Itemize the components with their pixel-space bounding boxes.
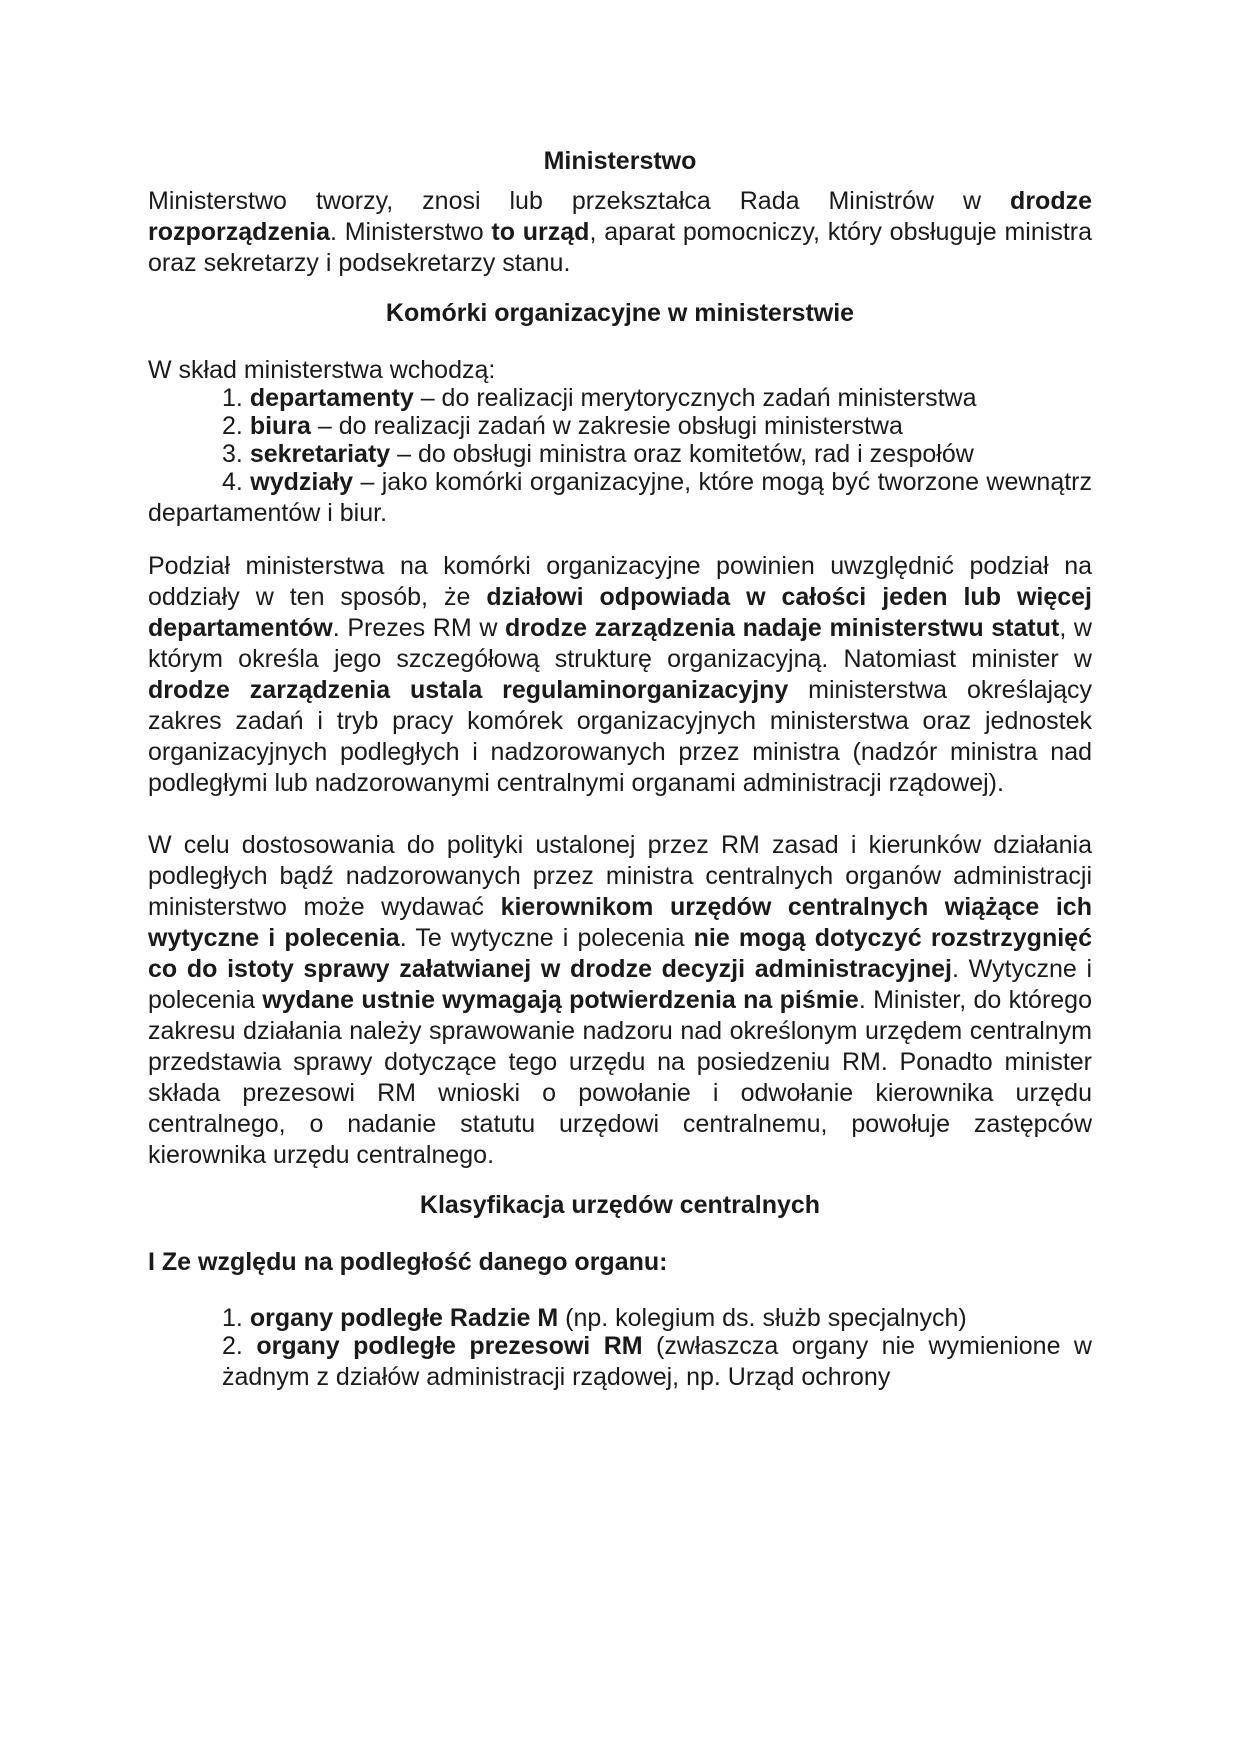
list-item (222, 411, 1092, 442)
bold-run: wydane ustnie wymagają potwierdzenia na piśmie (262, 986, 859, 1014)
list-item (148, 467, 1092, 529)
list-item-term: departamenty (249, 384, 414, 412)
bold-run: kierownikom urzędów centralnych wiążące ich wytyczne i polecenia (148, 893, 1092, 952)
list-item-number: 1. (222, 384, 243, 412)
text-run: , w którym określa jego szczegółową strukturę organizacyjną. Natomiast minister w (148, 614, 1092, 673)
text-run: . Prezes RM w (332, 614, 506, 642)
list-lead: W skład ministerstwa wchodzą: (148, 356, 496, 384)
list-item-desc: – do obsługi ministra oraz komitetów, rad i zespołów (390, 440, 974, 468)
list-item-number: 3. (222, 440, 243, 468)
list-item-number: 2. (222, 412, 243, 440)
list-item-term: organy podległe prezesowi RM (256, 1332, 643, 1360)
list-item (222, 1331, 1092, 1393)
list-item-desc: – do realizacji merytorycznych zadań ministerstwa (413, 384, 977, 412)
list-item-number: 2. (222, 1332, 243, 1360)
bold-run: drodze zarządzenia ustala regulaminorganizacyjny (148, 676, 789, 704)
bold-run: drodze rozporządzenia (148, 187, 1092, 246)
text-run: . Ministerstwo (329, 218, 492, 246)
bold-run: drodze zarządzenia nadaje ministerstwu statut (505, 614, 1060, 642)
list-item-desc: – jako komórki organizacyjne, które mogą być tworzone wewnątrz departamentów i biur. (148, 468, 1093, 527)
text-run: . Wytyczne i polecenia (148, 955, 1092, 1014)
list-item-term: biura (249, 412, 311, 440)
text-run: ministerstwa określający zakres zadań i tryb pracy komórek organizacyjnych ministerstwa oraz jednostek organizacyjnych podległych i nadzorowanych przez ministra (nadzór ministra nad podległymi lub nadzorowanymi centralnymi organami administracji rządowej). (148, 676, 1093, 797)
document-title: Ministerstwo (543, 147, 697, 175)
list-item-number: 1. (222, 1304, 243, 1332)
intro-paragraph (148, 186, 1092, 279)
list-item-number: 4. (222, 468, 243, 496)
section-heading-klasyfikacja: Klasyfikacja urzędów centralnych (419, 1191, 821, 1219)
list-item-term: wydziały (250, 468, 354, 496)
subsection-heading: I Ze względu na podległość danego organu: (148, 1248, 668, 1276)
list-item (222, 383, 1092, 414)
text-run: . Minister, do którego zakresu działania należy sprawowanie nadzoru nad określonym urzędem centralnym przedstawia sprawy dotyczące tego urzędu na posiedzeniu RM. Ponadto minister składa prezesowi RM wnioski o powołanie i odwołanie kierownika urzędu centralnego, o nadanie statutu urzędowi centralnemu, powołuje zastępców kierownika urzędu centralnego. (148, 986, 1092, 1169)
list-item (222, 1303, 1092, 1334)
list-item-term: sekretariaty (249, 440, 391, 468)
structure-paragraph (148, 551, 1092, 799)
bold-run: działowi odpowiada w całości jeden lub więcej departamentów (148, 583, 1092, 642)
list-item-desc: – do realizacji zadań w zakresie obsługi ministerstwa (310, 412, 903, 440)
text-run: Ministerstwo tworzy, znosi lub przekształca Rada Ministrów w (148, 187, 1011, 215)
list-item-term: organy podległe Radzie M (249, 1304, 559, 1332)
list-item-desc: (zwłaszcza organy nie wymienione w żadnym z działów administracji rządowej, np. Urząd ochrony (222, 1332, 1092, 1391)
list-item-desc: (np. kolegium ds. służb specjalnych) (558, 1304, 967, 1332)
bold-run: nie mogą dotyczyć rozstrzygnięć co do istoty sprawy załatwianej w drodze decyzji administracyjnej (148, 924, 1092, 983)
text-run: , aparat pomocniczy, który obsługuje ministra oraz sekretarzy i podsekretarzy stanu. (148, 218, 1092, 277)
text-run: Podział ministerstwa na komórki organizacyjne powinien uwzględnić podział na oddziały w ten sposób, że (148, 552, 1092, 611)
text-run: W celu dostosowania do polityki ustalonej przez RM zasad i kierunków działania podległych bądź nadzorowanych przez ministra centralnych organów administracji ministerstwo może wydawać (148, 831, 1092, 921)
bold-run: to urząd (491, 218, 590, 246)
text-run: . Te wytyczne i polecenia (399, 924, 694, 952)
guidelines-paragraph (148, 830, 1092, 1171)
section-heading-komorki: Komórki organizacyjne w ministerstwie (385, 299, 855, 327)
list-item (222, 439, 1092, 470)
